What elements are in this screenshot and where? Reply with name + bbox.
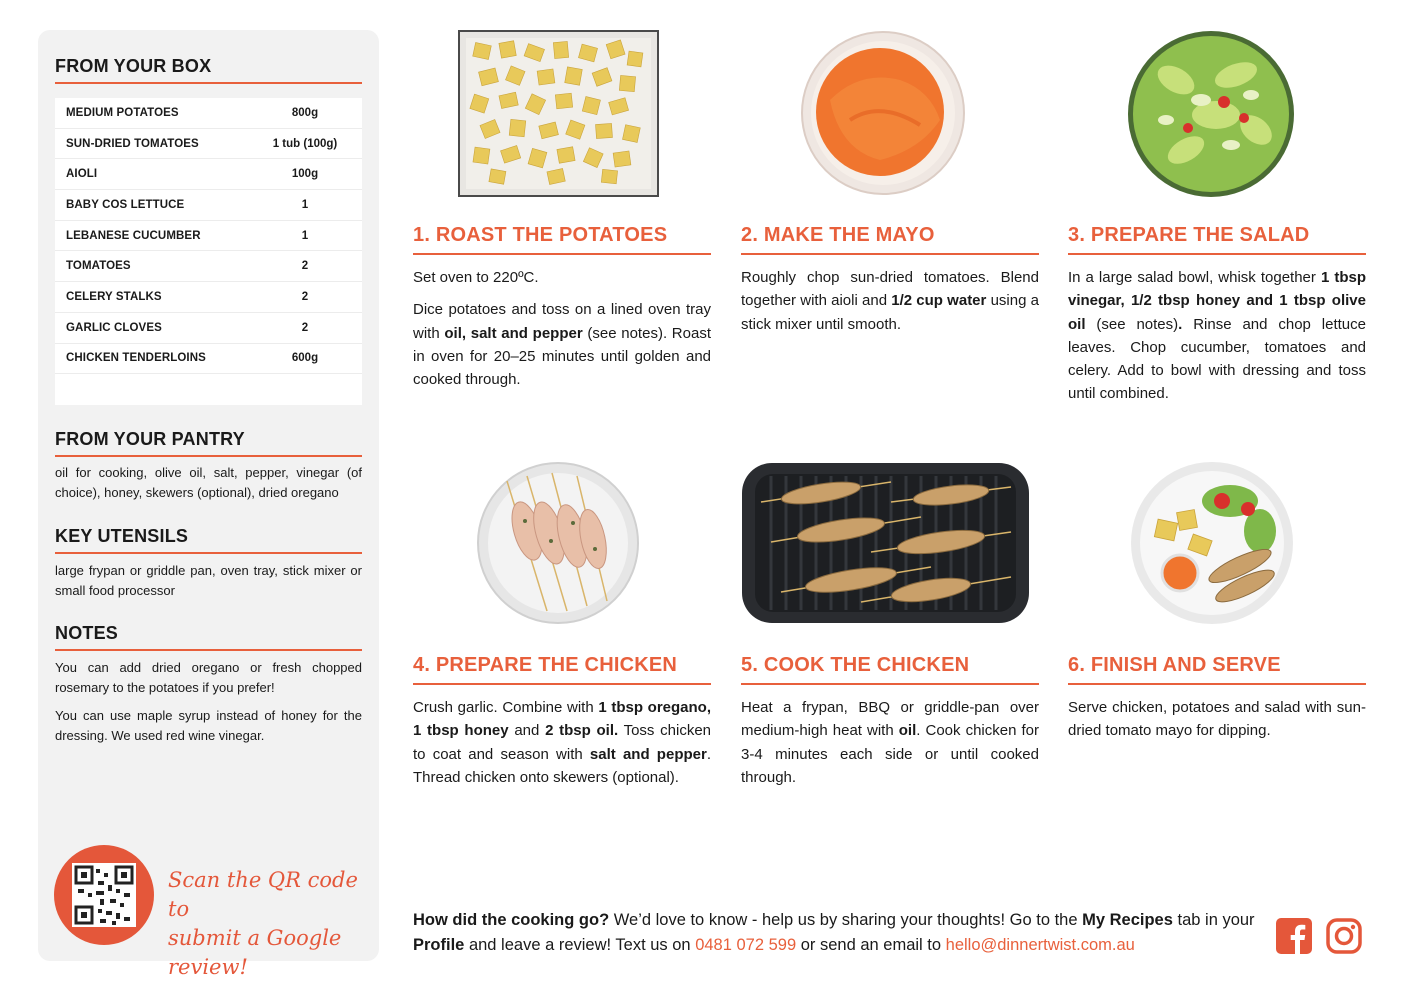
step-bold-run: 1/2 cup water	[891, 292, 987, 310]
step-paragraph	[413, 266, 711, 289]
pantry-heading-rule	[55, 455, 362, 457]
ingredient-qty: 2	[301, 290, 309, 303]
ingredient-row	[55, 221, 362, 252]
ingredient-qty: 800g	[291, 106, 319, 119]
step-text-run: Crush garlic. Combine with	[413, 699, 599, 716]
step-text-run: Heat a frypan, BBQ or griddle-pan over medium-high heat with	[741, 699, 1039, 740]
step-6-title: 6. FINISH AND SERVE	[1068, 654, 1281, 676]
box-heading-rule	[55, 82, 362, 84]
step-3-body	[1068, 266, 1366, 415]
step-bold-run: .	[1178, 315, 1183, 333]
step-text-run: (see notes). Roast in oven for 20–25 minutes until golden and cooked through.	[413, 324, 711, 389]
ingredient-row	[55, 98, 362, 129]
notes-paragraph-1: You can add dried oregano or fresh chopped rosemary to the potatoes if you prefer!	[55, 660, 362, 695]
ingredient-row	[55, 313, 362, 344]
step-text-run: using a stick mixer until smooth.	[741, 292, 1039, 333]
ingredient-row	[55, 190, 362, 221]
instagram-icon[interactable]	[1326, 918, 1362, 954]
step-4-rule	[413, 683, 711, 685]
salad-photo	[1126, 30, 1296, 198]
step-1-body	[413, 266, 711, 400]
ingredient-name: BABY COS LETTUCE	[66, 198, 185, 211]
roast-potatoes-photo	[458, 30, 659, 197]
ingredient-row	[55, 282, 362, 313]
box-heading: FROM YOUR BOX	[55, 56, 212, 76]
qr-badge[interactable]	[54, 845, 154, 945]
qr-caption-line-2: submit a Google review!	[168, 926, 342, 979]
step-text-run: In a large salad bowl, whisk together	[1068, 269, 1321, 286]
ingredient-name: TOMATOES	[66, 260, 131, 273]
step-bold-run: oil	[898, 722, 917, 740]
step-text-run: Roughly chop sun-dried tomatoes. Blend together with aioli and	[741, 269, 1039, 310]
utensils-text: large frypan or griddle pan, oven tray, stick mixer or small food processor	[55, 563, 362, 598]
ingredient-qty: 600g	[291, 352, 319, 365]
qr-caption-line-1: Scan the QR code to	[168, 868, 358, 921]
tomato-mayo-photo	[800, 30, 966, 196]
ingredient-name: LEBANESE CUCUMBER	[66, 229, 201, 242]
step-2-body	[741, 266, 1039, 345]
footer-email-link[interactable]: hello@dinnertwist.com.au	[945, 936, 1135, 954]
ingredient-qty: 2	[301, 321, 309, 334]
step-paragraph	[1068, 696, 1366, 743]
footer-question: How did the cooking go?	[413, 911, 610, 929]
ingredients-table	[55, 98, 362, 405]
step-paragraph	[413, 696, 711, 789]
ingredient-qty: 1	[301, 229, 309, 242]
step-bold-run: oil, salt and pepper	[444, 324, 583, 342]
step-bold-run: salt and pepper	[589, 745, 707, 763]
ingredient-name: GARLIC CLOVES	[66, 321, 162, 334]
step-paragraph	[741, 696, 1039, 789]
step-text-run: Toss chicken to coat and season with	[413, 722, 712, 763]
pantry-heading: FROM YOUR PANTRY	[55, 429, 245, 449]
step-text-run: and	[508, 722, 546, 740]
step-text-run: Dice potatoes and toss on a lined oven tray with	[413, 301, 711, 342]
step-text-run: . Thread chicken onto skewers (optional).	[413, 745, 711, 786]
step-text-run: Rinse and chop lettuce leaves. Chop cucumber, tomatoes and celery. Add to bowl with dressing and toss until combined.	[1068, 315, 1366, 403]
ingredient-qty: 100g	[291, 168, 319, 181]
step-text-run: (see notes)	[1085, 315, 1179, 333]
step-paragraph	[413, 298, 711, 391]
ingredient-qty: 1 tub (100g)	[272, 137, 338, 150]
step-6-rule	[1068, 683, 1366, 685]
raw-chicken-skewers-photo	[477, 461, 639, 625]
step-text-run: Serve chicken, potatoes and salad with sun-dried tomato mayo for dipping.	[1068, 699, 1366, 740]
ingredient-row	[55, 251, 362, 282]
notes-heading-rule	[55, 649, 362, 651]
step-2-title: 2. MAKE THE MAYO	[741, 224, 935, 246]
step-bold-run: 1 tbsp vinegar, 1/2 tbsp honey and 1 tbsp olive oil	[1068, 269, 1366, 333]
step-bold-run: 1 tbsp oregano, 1 tbsp honey	[413, 699, 711, 740]
utensils-heading: KEY UTENSILS	[55, 526, 189, 546]
ingredient-row	[55, 159, 362, 190]
pantry-text: oil for cooking, olive oil, salt, pepper, vinegar (of choice), honey, skewers (optional), dried oregano	[55, 465, 362, 500]
footer-text-2: tab in your	[1172, 911, 1255, 929]
ingredient-row	[55, 129, 362, 160]
step-paragraph	[741, 266, 1039, 336]
step-1-rule	[413, 253, 711, 255]
ingredient-qty: 1	[301, 198, 309, 211]
step-5-title: 5. COOK THE CHICKEN	[741, 654, 970, 676]
step-1-title: 1. ROAST THE POTATOES	[413, 224, 668, 246]
step-5-body	[741, 696, 1039, 798]
notes-heading: NOTES	[55, 623, 119, 643]
step-2-rule	[741, 253, 1039, 255]
step-3-title: 3. PREPARE THE SALAD	[1068, 224, 1310, 246]
footer-phone-link[interactable]: 0481 072 599	[695, 936, 797, 954]
qr-code-icon[interactable]	[72, 863, 136, 927]
ingredient-qty: 2	[301, 260, 309, 273]
step-paragraph	[1068, 266, 1366, 406]
step-bold-run: 2 tbsp oil.	[545, 722, 619, 740]
footer-text-1: We’d love to know - help us by sharing your thoughts! Go to the	[609, 911, 1083, 929]
footer-my-recipes: My Recipes	[1082, 911, 1173, 929]
facebook-icon[interactable]	[1276, 918, 1312, 954]
ingredient-name: CELERY STALKS	[66, 290, 162, 303]
footer-text-4: or send an email to	[796, 936, 946, 954]
ingredient-name: AIOLI	[66, 168, 98, 181]
utensils-heading-rule	[55, 552, 362, 554]
sidebar-panel	[38, 30, 379, 979]
grill-pan-photo	[741, 462, 1030, 624]
step-4-body	[413, 696, 711, 798]
step-text-run: . Cook chicken for 3-4 minutes each side or until cooked through.	[741, 722, 1039, 786]
ingredient-row	[55, 344, 362, 375]
step-3-rule	[1068, 253, 1366, 255]
step-5-rule	[741, 683, 1039, 685]
step-text-run: Set oven to 220ºC.	[413, 269, 539, 286]
ingredient-name: MEDIUM POTATOES	[66, 106, 179, 119]
qr-caption	[168, 866, 368, 982]
step-6-body	[1068, 696, 1366, 752]
finished-dish-photo	[1130, 461, 1294, 625]
notes-paragraph-2: You can use maple syrup instead of honey for the dressing. We used red wine vinegar.	[55, 708, 362, 743]
ingredient-name: CHICKEN TENDERLOINS	[66, 352, 206, 365]
step-4-title: 4. PREPARE THE CHICKEN	[413, 654, 678, 676]
footer-text-3: and leave a review! Text us on	[464, 936, 696, 954]
feedback-footer	[413, 908, 1263, 958]
footer-profile: Profile	[413, 936, 465, 954]
ingredient-name: SUN-DRIED TOMATOES	[66, 137, 199, 150]
